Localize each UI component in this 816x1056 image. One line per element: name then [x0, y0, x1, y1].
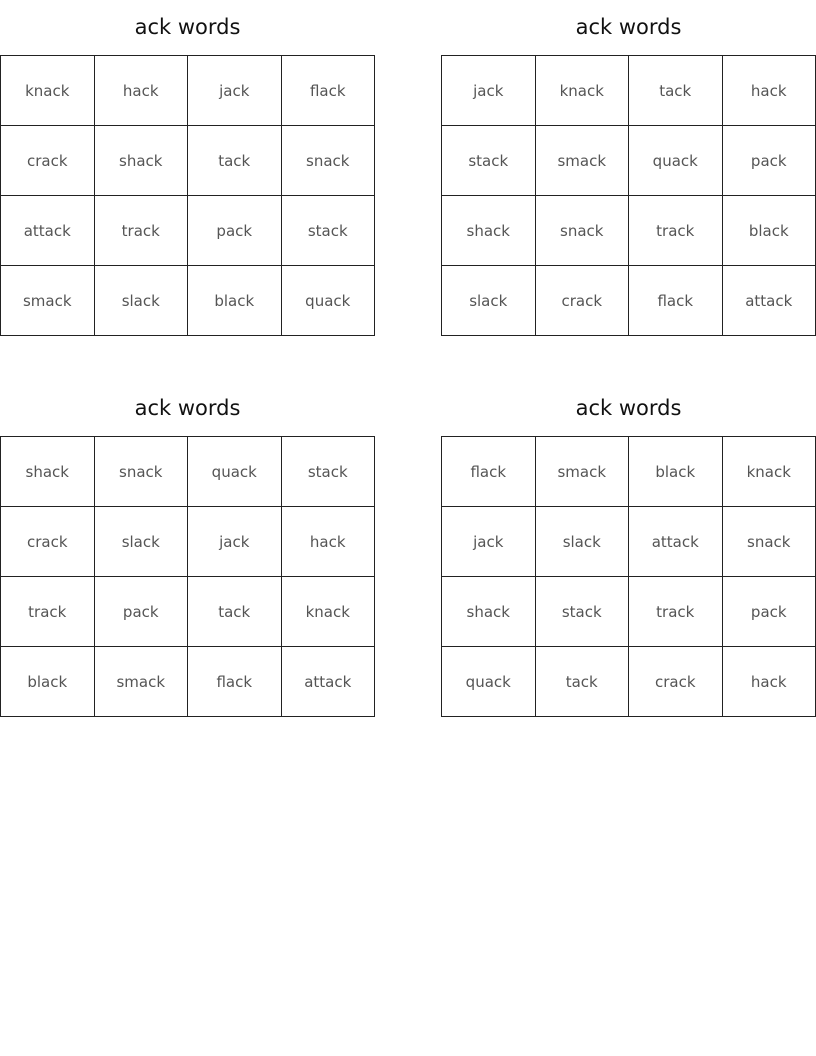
- word-cell: track: [629, 577, 723, 647]
- word-cell: pack: [95, 577, 189, 647]
- word-cell: stack: [536, 577, 630, 647]
- word-cell: slack: [95, 266, 189, 336]
- word-cell: stack: [282, 196, 376, 266]
- word-cell: snack: [536, 196, 630, 266]
- word-cell: shack: [1, 437, 95, 507]
- word-cell: pack: [723, 577, 816, 647]
- word-cell: hack: [723, 647, 816, 717]
- word-cell: jack: [188, 507, 282, 577]
- word-cell: attack: [282, 647, 376, 717]
- word-grid: [441, 436, 816, 717]
- word-cell: shack: [95, 126, 189, 196]
- word-cell: snack: [95, 437, 189, 507]
- word-cell: smack: [95, 647, 189, 717]
- bingo-card: [441, 0, 816, 336]
- word-cell: jack: [442, 56, 536, 126]
- word-cell: slack: [95, 507, 189, 577]
- word-cell: smack: [1, 266, 95, 336]
- word-cell: flack: [282, 56, 376, 126]
- word-cell: track: [95, 196, 189, 266]
- word-cell: hack: [723, 56, 816, 126]
- word-cell: track: [1, 577, 95, 647]
- word-cell: tack: [188, 577, 282, 647]
- word-cell: black: [629, 437, 723, 507]
- word-cell: quack: [282, 266, 376, 336]
- word-cell: shack: [442, 577, 536, 647]
- bingo-card: [0, 0, 375, 336]
- word-cell: tack: [536, 647, 630, 717]
- word-grid: [441, 55, 816, 336]
- word-cell: hack: [95, 56, 189, 126]
- word-cell: attack: [723, 266, 816, 336]
- word-cell: smack: [536, 126, 630, 196]
- card-title: ack words: [134, 15, 241, 39]
- word-cell: flack: [442, 437, 536, 507]
- word-cell: jack: [188, 56, 282, 126]
- word-cell: black: [723, 196, 816, 266]
- word-cell: attack: [1, 196, 95, 266]
- word-cell: stack: [442, 126, 536, 196]
- word-cell: pack: [188, 196, 282, 266]
- word-cell: snack: [282, 126, 376, 196]
- bingo-card: [0, 381, 375, 717]
- word-cell: quack: [188, 437, 282, 507]
- word-cell: slack: [442, 266, 536, 336]
- word-cell: pack: [723, 126, 816, 196]
- word-cell: crack: [1, 126, 95, 196]
- word-cell: slack: [536, 507, 630, 577]
- word-cell: snack: [723, 507, 816, 577]
- word-cell: tack: [629, 56, 723, 126]
- word-cell: knack: [282, 577, 376, 647]
- word-grid: [0, 55, 375, 336]
- word-cell: knack: [536, 56, 630, 126]
- word-cell: stack: [282, 437, 376, 507]
- bingo-card: [441, 381, 816, 717]
- word-cell: black: [1, 647, 95, 717]
- word-cell: jack: [442, 507, 536, 577]
- word-cell: quack: [442, 647, 536, 717]
- word-cell: crack: [629, 647, 723, 717]
- word-cell: hack: [282, 507, 376, 577]
- word-cell: quack: [629, 126, 723, 196]
- word-cell: shack: [442, 196, 536, 266]
- word-cell: smack: [536, 437, 630, 507]
- word-cell: flack: [188, 647, 282, 717]
- word-cell: crack: [1, 507, 95, 577]
- word-cell: track: [629, 196, 723, 266]
- card-title: ack words: [575, 396, 682, 420]
- word-cell: knack: [1, 56, 95, 126]
- word-cell: black: [188, 266, 282, 336]
- word-cell: flack: [629, 266, 723, 336]
- word-cell: tack: [188, 126, 282, 196]
- word-cell: knack: [723, 437, 816, 507]
- card-title: ack words: [134, 396, 241, 420]
- word-grid: [0, 436, 375, 717]
- word-cell: attack: [629, 507, 723, 577]
- word-cell: crack: [536, 266, 630, 336]
- card-title: ack words: [575, 15, 682, 39]
